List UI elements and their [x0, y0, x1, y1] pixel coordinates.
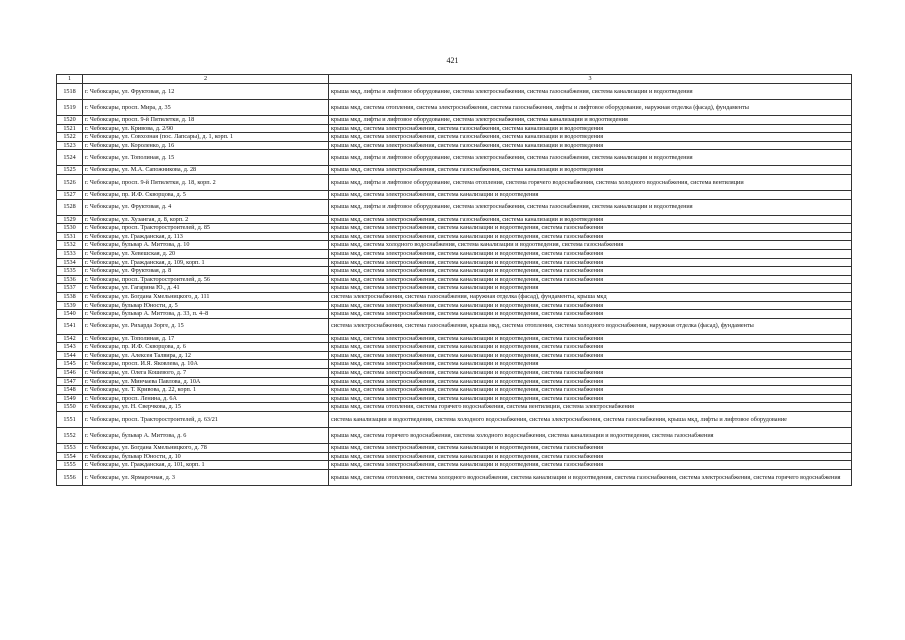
header-col-2: 2	[83, 75, 329, 84]
row-works: крыша мкд, лифты и лифтовое оборудование, система электроснабжения, система газоснабжения, система канализации и водоотведения	[329, 150, 852, 166]
table-row	[57, 469, 852, 485]
row-address: г. Чебоксары, бульвар А. Миттова, д. 33, п. 4–8	[83, 310, 329, 319]
row-number: 1556	[57, 469, 83, 485]
row-works: крыша мкд, система электроснабжения, система канализации и водоотведения, система газоснабжения	[329, 444, 852, 453]
row-works: крыша мкд, система электроснабжения, система канализации и водоотведения, система газоснабжения	[329, 394, 852, 403]
table-row	[57, 100, 852, 116]
table-row	[57, 310, 852, 319]
page-number: 421	[446, 56, 459, 65]
row-number: 1552	[57, 428, 83, 444]
table-row	[57, 318, 852, 334]
row-works: крыша мкд, система электроснабжения, система канализации и водоотведения, система газоснабжения	[329, 369, 852, 378]
row-works: крыша мкд, система электроснабжения, система канализации и водоотведения, система газоснабжения	[329, 258, 852, 267]
table-row	[57, 174, 852, 190]
row-works: крыша мкд, система электроснабжения, система канализации и водоотведения, система газоснабжения	[329, 334, 852, 343]
row-number: 1519	[57, 100, 83, 116]
table-row	[57, 351, 852, 360]
row-number: 1518	[57, 84, 83, 100]
row-number: 1529	[57, 215, 83, 224]
row-address: г. Чебоксары, бульвар А. Миттова, д. 6	[83, 428, 329, 444]
table-row	[57, 150, 852, 166]
row-number: 1534	[57, 258, 83, 267]
table-row	[57, 428, 852, 444]
row-works: крыша мкд, система электроснабжения, система газоснабжения, система канализации и водоотведения	[329, 166, 852, 175]
row-works: крыша мкд, лифты и лифтовое оборудование, система электроснабжения, система канализации и водоотведения	[329, 116, 852, 125]
row-number: 1540	[57, 310, 83, 319]
row-address: г. Чебоксары, бульвар А. Миттова, д. 10	[83, 241, 329, 250]
table-row	[57, 190, 852, 199]
row-works: крыша мкд, лифты и лифтовое оборудование, система электроснабжения, система газоснабжения, система канализации и водоотведения	[329, 199, 852, 215]
row-address: г. Чебоксары, бульвар Юности, д. 5	[83, 301, 329, 310]
row-address: г. Чебоксары, просп. 9-й Пятилетки, д. 18	[83, 116, 329, 125]
table-row	[57, 334, 852, 343]
row-number: 1530	[57, 224, 83, 233]
row-number: 1532	[57, 241, 83, 250]
row-address: г. Чебоксары, ул. Совхозная (пос. Лапсары), д. 1, корп. 1	[83, 133, 329, 142]
header-col-1: 1	[57, 75, 83, 84]
row-number: 1551	[57, 412, 83, 428]
row-works: крыша мкд, система электроснабжения, система газоснабжения, система канализации и водоотведения	[329, 133, 852, 142]
table-row	[57, 444, 852, 453]
row-address: г. Чебоксары, просп. Тракторостроителей, д. 63/21	[83, 412, 329, 428]
row-address: г. Чебоксары, ул. Богдана Хмельницкого, д. 111	[83, 292, 329, 301]
row-works: крыша мкд, система электроснабжения, система канализации и водоотведения, система газоснабжения	[329, 275, 852, 284]
row-works: крыша мкд, система электроснабжения, система канализации и водоотведения, система газоснабжения	[329, 232, 852, 241]
table-row	[57, 141, 852, 150]
row-number: 1537	[57, 284, 83, 293]
row-address: г. Чебоксары, ул. Тополиная, д. 17	[83, 334, 329, 343]
row-address: г. Чебоксары, ул. Рихарда Зорге, д. 15	[83, 318, 329, 334]
row-works: крыша мкд, система электроснабжения, система канализации и водоотведения, система газоснабжения	[329, 224, 852, 233]
table-row	[57, 377, 852, 386]
row-works: крыша мкд, система электроснабжения, система канализации и водоотведения, система газоснабжения	[329, 351, 852, 360]
row-address: г. Чебоксары, ул. Тополиная, д. 15	[83, 150, 329, 166]
row-number: 1521	[57, 124, 83, 133]
row-number: 1522	[57, 133, 83, 142]
row-address: г. Чебоксары, просп. 9-й Пятилетки, д. 18, корп. 2	[83, 174, 329, 190]
row-address: г. Чебоксары, просп. Ленина, д. 6А	[83, 394, 329, 403]
row-address: г. Чебоксары, пр. И.Ф. Скворцова, д. 5	[83, 190, 329, 199]
header-row	[57, 75, 852, 84]
row-address: г. Чебоксары, ул. М.А. Сапожникова, д. 28	[83, 166, 329, 175]
table-row	[57, 386, 852, 395]
row-address: г. Чебоксары, просп. И.Я. Яковлева, д. 10А	[83, 360, 329, 369]
table-row	[57, 461, 852, 470]
row-works: крыша мкд, система отопления, система холодного водоснабжения, система канализации и водоотведения, система газоснабжения, система электроснабжения, система горячего водоснабжения	[329, 469, 852, 485]
table-row	[57, 292, 852, 301]
row-number: 1538	[57, 292, 83, 301]
row-works: крыша мкд, система электроснабжения, система газоснабжения, система канализации и водоотведения	[329, 215, 852, 224]
row-address: г. Чебоксары, просп. Тракторостроителей, д. 56	[83, 275, 329, 284]
row-address: г. Чебоксары, ул. Н. Сверчкова, д. 15	[83, 403, 329, 412]
row-number: 1527	[57, 190, 83, 199]
row-works: крыша мкд, система электроснабжения, система канализации и водоотведения	[329, 284, 852, 293]
row-number: 1539	[57, 301, 83, 310]
row-address: г. Чебоксары, ул. Минчаева Павлова, д. 10А	[83, 377, 329, 386]
row-address: г. Чебоксары, ул. Фруктовая, д. 4	[83, 199, 329, 215]
row-works: система электроснабжения, система газоснабжения, крыша мкд, система отопления, система холодного водоснабжения, наружная отделка (фасад), фундаменты	[329, 318, 852, 334]
row-number: 1524	[57, 150, 83, 166]
row-address: г. Чебоксары, ул. Хузангая, д. 8, корп. 2	[83, 215, 329, 224]
row-address: г. Чебоксары, ул. Гражданская, д. 109, корп. 1	[83, 258, 329, 267]
row-number: 1520	[57, 116, 83, 125]
row-number: 1523	[57, 141, 83, 150]
row-works: крыша мкд, система отопления, система горячего водоснабжения, система вентиляции, система электроснабжения	[329, 403, 852, 412]
table-row	[57, 452, 852, 461]
row-works: крыша мкд, система электроснабжения, система канализации и водоотведения, система газоснабжения	[329, 461, 852, 470]
row-address: г. Чебоксары, ул. Фруктовая, д. 12	[83, 84, 329, 100]
table-header	[57, 75, 852, 84]
row-address: г. Чебоксары, ул. Ярмарочная, д. 3	[83, 469, 329, 485]
row-number: 1526	[57, 174, 83, 190]
row-address: г. Чебоксары, ул. Хевешская, д. 20	[83, 249, 329, 258]
row-number: 1543	[57, 343, 83, 352]
table-row	[57, 412, 852, 428]
row-address: г. Чебоксары, пр. И.Ф. Скворцова, д. 6	[83, 343, 329, 352]
table-body	[57, 84, 852, 486]
row-works: крыша мкд, система электроснабжения, система газоснабжения, система канализации и водоотведения	[329, 124, 852, 133]
table-row	[57, 301, 852, 310]
row-works: крыша мкд, система горячего водоснабжения, система холодного водоснабжения, система канализации и водоотведения, система газоснабжения	[329, 428, 852, 444]
table-row	[57, 403, 852, 412]
row-number: 1555	[57, 461, 83, 470]
row-number: 1525	[57, 166, 83, 175]
table-row	[57, 224, 852, 233]
row-address: г. Чебоксары, ул. Гражданская, д. 101, корп. 1	[83, 461, 329, 470]
table-row	[57, 133, 852, 142]
row-works: крыша мкд, система электроснабжения, система канализации и водоотведения, система газоснабжения	[329, 301, 852, 310]
row-address: г. Чебоксары, ул. Короленко, д. 16	[83, 141, 329, 150]
row-number: 1554	[57, 452, 83, 461]
row-number: 1542	[57, 334, 83, 343]
table-row	[57, 258, 852, 267]
row-number: 1533	[57, 249, 83, 258]
table-row	[57, 343, 852, 352]
table-row	[57, 124, 852, 133]
row-number: 1550	[57, 403, 83, 412]
row-address: г. Чебоксары, ул. Фруктовая, д. 8	[83, 267, 329, 276]
row-works: крыша мкд, система электроснабжения, система канализации и водоотведения, система газоснабжения	[329, 249, 852, 258]
row-address: г. Чебоксары, ул. Кривова, д. 2/90	[83, 124, 329, 133]
row-address: г. Чебоксары, просп. Тракторостроителей, д. 85	[83, 224, 329, 233]
table-row	[57, 249, 852, 258]
row-number: 1545	[57, 360, 83, 369]
row-address: г. Чебоксары, просп. Мира, д. 35	[83, 100, 329, 116]
row-address: г. Чебоксары, ул. Т. Кривова, д. 22, корп. 1	[83, 386, 329, 395]
header-col-3: 3	[329, 75, 852, 84]
row-address: г. Чебоксары, бульвар Юности, д. 10	[83, 452, 329, 461]
row-works: крыша мкд, система электроснабжения, система канализации и водоотведения, система газоснабжения	[329, 452, 852, 461]
row-works: крыша мкд, лифты и лифтовое оборудование, система отопления, система горячего водоснабжения, система холодного водоснабжения, система вентиляции	[329, 174, 852, 190]
row-number: 1535	[57, 267, 83, 276]
row-number: 1531	[57, 232, 83, 241]
row-number: 1536	[57, 275, 83, 284]
table-row	[57, 215, 852, 224]
row-number: 1548	[57, 386, 83, 395]
row-works: крыша мкд, система электроснабжения, система канализации и водоотведения, система газоснабжения	[329, 377, 852, 386]
row-number: 1553	[57, 444, 83, 453]
row-works: крыша мкд, система электроснабжения, система канализации и водоотведения	[329, 360, 852, 369]
table-row	[57, 166, 852, 175]
row-works: крыша мкд, система электроснабжения, система канализации и водоотведения, система газоснабжения	[329, 386, 852, 395]
row-works: крыша мкд, лифты и лифтовое оборудование, система электроснабжения, система газоснабжения, система канализации и водоотведения	[329, 84, 852, 100]
table-row	[57, 116, 852, 125]
table-row	[57, 360, 852, 369]
table-row	[57, 275, 852, 284]
row-works: крыша мкд, система электроснабжения, система канализации и водоотведения, система газоснабжения	[329, 343, 852, 352]
table-row	[57, 241, 852, 250]
row-works: крыша мкд, система электроснабжения, система канализации и водоотведения, система газоснабжения	[329, 310, 852, 319]
row-works: система канализации и водоотведения, система холодного водоснабжения, система электроснабжения, система газоснабжения, крыша мкд, лифты и лифтовое оборудование	[329, 412, 852, 428]
table-row	[57, 394, 852, 403]
row-works: система электроснабжения, система газоснабжения, наружная отделка (фасад), фундаменты, крыша мкд	[329, 292, 852, 301]
row-works: крыша мкд, система электроснабжения, система канализации и водоотведения	[329, 190, 852, 199]
row-address: г. Чебоксары, ул. Алексея Талвира, д. 12	[83, 351, 329, 360]
row-address: г. Чебоксары, ул. Олега Кошевого, д. 7	[83, 369, 329, 378]
row-works: крыша мкд, система электроснабжения, система канализации и водоотведения, система газоснабжения	[329, 267, 852, 276]
table-row	[57, 199, 852, 215]
table-row	[57, 284, 852, 293]
row-address: г. Чебоксары, ул. Гражданская, д. 113	[83, 232, 329, 241]
row-number: 1549	[57, 394, 83, 403]
works-table	[56, 74, 852, 486]
row-number: 1544	[57, 351, 83, 360]
row-works: крыша мкд, система холодного водоснабжения, система канализации и водоотведения, система газоснабжения	[329, 241, 852, 250]
row-works: крыша мкд, система отопления, система электроснабжения, система газоснабжения, лифты и лифтовое оборудование, наружная отделка (фасад), фундаменты	[329, 100, 852, 116]
row-number: 1541	[57, 318, 83, 334]
row-address: г. Чебоксары, ул. Гагарина Ю., д. 41	[83, 284, 329, 293]
row-works: крыша мкд, система электроснабжения, система газоснабжения, система канализации и водоотведения	[329, 141, 852, 150]
row-number: 1528	[57, 199, 83, 215]
row-number: 1547	[57, 377, 83, 386]
table-row	[57, 369, 852, 378]
table-row	[57, 84, 852, 100]
table-row	[57, 232, 852, 241]
row-number: 1546	[57, 369, 83, 378]
table-row	[57, 267, 852, 276]
row-address: г. Чебоксары, ул. Богдана Хмельницкого, д. 78	[83, 444, 329, 453]
